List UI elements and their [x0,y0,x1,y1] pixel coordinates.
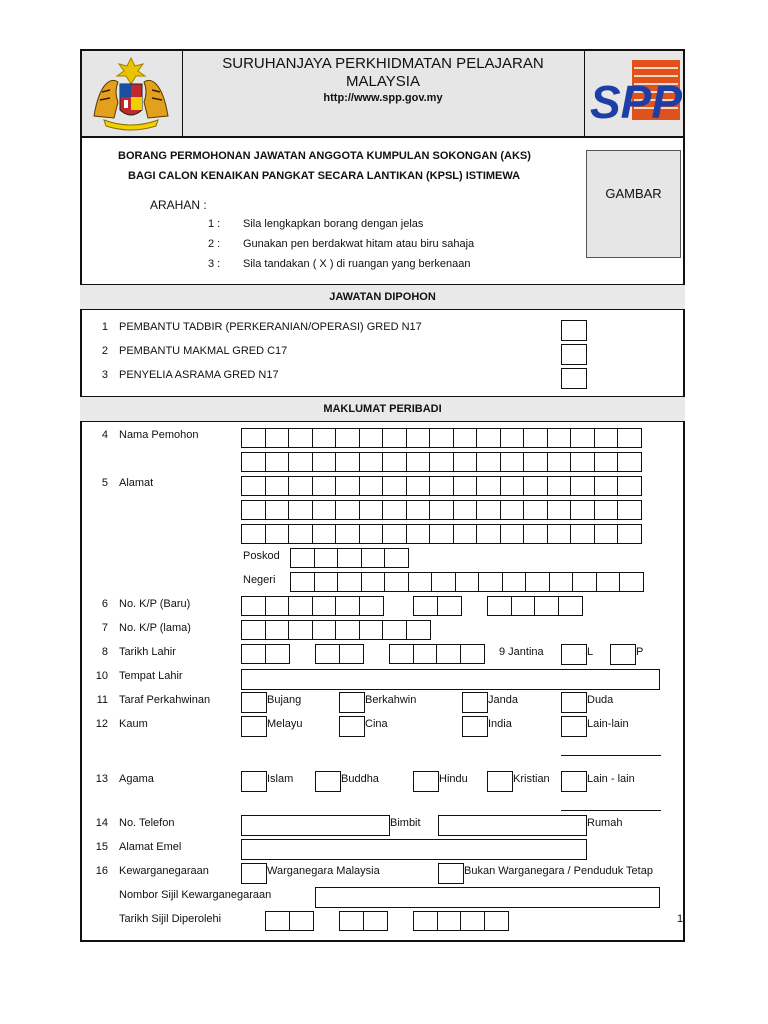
item-number: 7 [101,622,108,634]
kp-baru-input-part1[interactable] [241,596,382,616]
warganegara-option-label: Warganegara Malaysia [267,865,380,877]
tempat-lahir-input[interactable] [241,669,660,690]
section-title: MAKLUMAT PERIBADI [323,403,442,415]
form-title-line1: BORANG PERMOHONAN JAWATAN ANGGOTA KUMPULAN SOKONGAN (AKS) [118,150,531,162]
agama-option-label: Buddha [341,773,379,785]
instruction-text: Sila tandakan ( X ) di ruangan yang berkenaan [243,258,471,270]
alamat-label: Alamat [119,477,154,489]
jawatan-option-label: PEMBANTU MAKMAL GRED C17 [119,345,288,357]
photo-label: GAMBAR [605,186,662,201]
instruction-text: Gunakan pen berdakwat hitam atau biru sahaja [243,238,475,250]
agama-kristian-checkbox[interactable] [487,771,513,792]
agama-lain-checkbox[interactable] [561,771,587,792]
tarikh-sijil-year[interactable] [413,911,507,931]
kp-baru-input-part2[interactable] [413,596,460,616]
kp-lama-label: No. K/P (lama) [119,622,191,634]
item-number: 13 [95,773,108,785]
agama-hindu-checkbox[interactable] [413,771,439,792]
telefon-rumah-input[interactable] [438,815,587,836]
instruction-text: Sila lengkapkan borang dengan jelas [243,218,424,230]
jantina-p-label: P [636,646,644,658]
jantina-label: 9 Jantina [499,646,544,658]
item-number: 15 [95,841,108,853]
alamat-input-row3[interactable] [241,524,641,544]
tarikh-lahir-month[interactable] [315,644,362,664]
taraf-janda-checkbox[interactable] [462,692,488,713]
kaum-option-label: Melayu [267,718,303,730]
agama-option-label: Islam [267,773,294,785]
kaum-melayu-checkbox[interactable] [241,716,267,737]
tarikh-lahir-day[interactable] [241,644,288,664]
sijil-input[interactable] [315,887,660,908]
alamat-input-row2[interactable] [241,500,641,520]
jawatan-checkbox-2[interactable] [561,344,587,365]
kaum-lain-write-line[interactable] [561,755,661,756]
item-number: 14 [95,817,108,829]
kaum-label: Kaum [119,718,148,730]
bukan-warganegara-checkbox[interactable] [438,863,464,884]
header-divider-right [584,49,585,138]
jawatan-checkbox-3[interactable] [561,368,587,389]
org-name-line1: SURUHANJAYA PERKHIDMATAN PELAJARAN [222,55,544,72]
org-name-line2: MALAYSIA [346,73,420,90]
item-number: 8 [101,646,108,658]
kewarganegaraan-label: Kewarganegaraan [119,865,209,877]
item-number: 11 [96,694,108,706]
kp-baru-input-part3[interactable] [487,596,581,616]
negeri-input[interactable] [290,572,643,592]
negeri-label: Negeri [243,574,276,586]
agama-lain-write-line[interactable] [561,810,661,811]
malaysia-crest-icon [84,54,178,132]
jantina-l-label: L [587,646,594,658]
taraf-option-label: Bujang [267,694,302,706]
telefon-bimbit-input[interactable] [241,815,390,836]
kp-baru-label: No. K/P (Baru) [119,598,191,610]
rumah-label: Rumah [587,817,623,829]
kp-lama-input[interactable] [241,620,429,640]
taraf-label: Taraf Perkahwinan [119,694,211,706]
item-number: 6 [101,598,108,610]
tarikh-sijil-month[interactable] [339,911,386,931]
nama-label: Nama Pemohon [119,429,199,441]
section-maklumat-peribadi [80,396,685,422]
section-title: JAWATAN DIPOHON [329,291,436,303]
svg-text:SPP: SPP [590,76,682,124]
taraf-bujang-checkbox[interactable] [241,692,267,713]
tarikh-lahir-year[interactable] [389,644,483,664]
spp-logo [588,58,682,124]
kaum-option-label: Cina [365,718,388,730]
agama-option-label: Lain - lain [587,773,635,785]
instruction-no: 1 : [208,218,221,230]
nama-input-row1[interactable] [241,428,641,448]
item-number: 3 [101,369,108,381]
jawatan-option-label: PEMBANTU TADBIR (PERKERANIAN/OPERASI) GRED N17 [119,321,422,333]
taraf-berkahwin-checkbox[interactable] [339,692,365,713]
emel-label: Alamat Emel [119,841,182,853]
item-number: 16 [95,865,108,877]
instruction-no: 2 : [208,238,221,250]
poskod-input[interactable] [290,548,408,568]
agama-label: Agama [119,773,154,785]
kaum-option-label: India [488,718,512,730]
kaum-option-label: Lain-lain [587,718,629,730]
agama-islam-checkbox[interactable] [241,771,267,792]
agama-buddha-checkbox[interactable] [315,771,341,792]
jantina-l-checkbox[interactable] [561,644,587,665]
jawatan-option-label: PENYELIA ASRAMA GRED N17 [119,369,279,381]
jantina-p-checkbox[interactable] [610,644,636,665]
tarikh-lahir-label: Tarikh Lahir [119,646,176,658]
tarikh-sijil-label: Tarikh Sijil Diperolehi [119,913,222,925]
jawatan-checkbox-1[interactable] [561,320,587,341]
poskod-label: Poskod [243,550,280,562]
form-title-line2: BAGI CALON KENAIKAN PANGKAT SECARA LANTIKAN (KPSL) ISTIMEWA [128,170,521,182]
item-number: 10 [95,670,108,682]
bukan-warganegara-option-label: Bukan Warganegara / Penduduk Tetap [464,865,653,877]
alamat-input-row1[interactable] [241,476,641,496]
taraf-option-label: Janda [488,694,518,706]
arahan-label: ARAHAN : [150,198,207,212]
instruction-no: 3 : [208,258,221,270]
photo-placeholder [586,150,681,258]
emel-input[interactable] [241,839,587,860]
nama-input-row2[interactable] [241,452,641,472]
page-number: 1 [677,913,684,925]
org-url: http://www.spp.gov.my [323,92,443,104]
bimbit-label: Bimbit [390,817,421,829]
warganegara-checkbox[interactable] [241,863,267,884]
tempat-lahir-label: Tempat Lahir [119,670,183,682]
agama-option-label: Kristian [513,773,550,785]
kaum-cina-checkbox[interactable] [339,716,365,737]
section-jawatan-dipohon [80,284,685,310]
agama-option-label: Hindu [439,773,468,785]
item-number: 5 [101,477,108,489]
item-number: 1 [101,321,108,333]
item-number: 12 [95,718,108,730]
kaum-india-checkbox[interactable] [462,716,488,737]
telefon-label: No. Telefon [119,817,175,829]
taraf-option-label: Duda [587,694,614,706]
sijil-label: Nombor Sijil Kewarganegaraan [119,889,272,901]
tarikh-sijil-day[interactable] [265,911,312,931]
item-number: 2 [101,345,108,357]
item-number: 4 [101,429,108,441]
kaum-lain-checkbox[interactable] [561,716,587,737]
taraf-option-label: Berkahwin [365,694,417,706]
taraf-duda-checkbox[interactable] [561,692,587,713]
